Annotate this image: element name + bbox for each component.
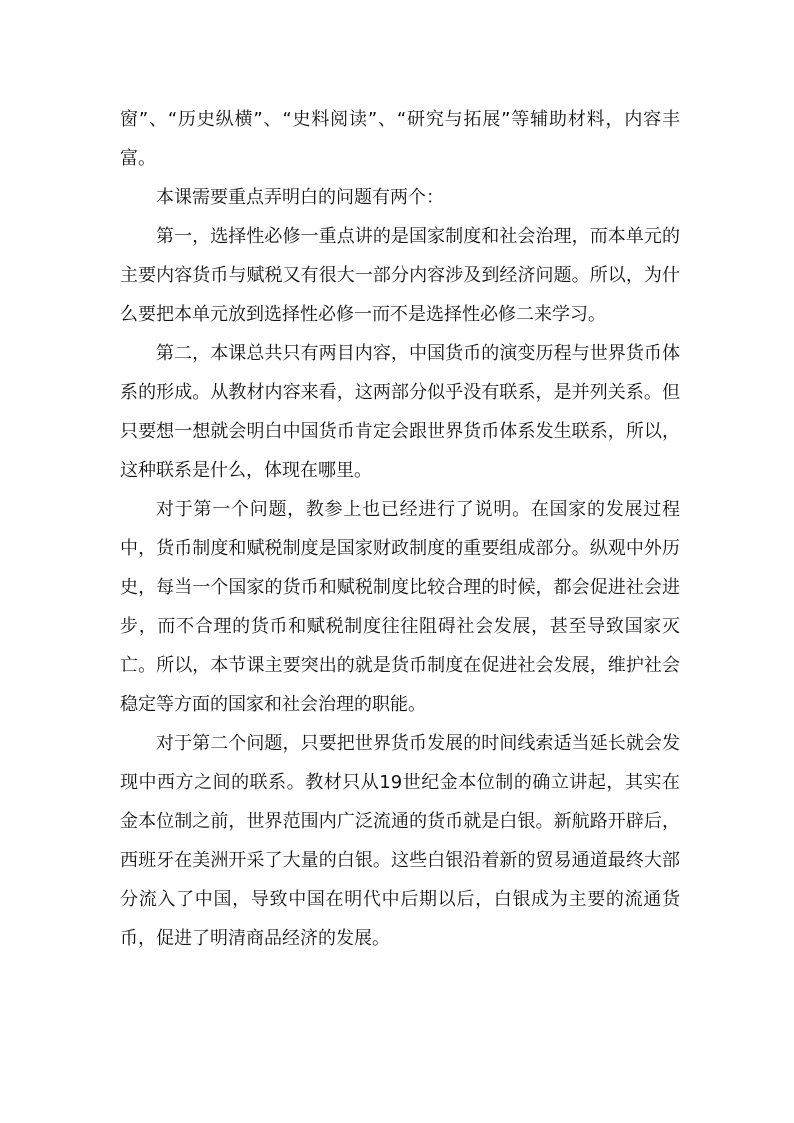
paragraph-first-answer: 对于第一个问题，教参上也已经进行了说明。在国家的发展过程中，货币制度和赋税制度是国家财政制度的重要组成部分。纵观中外历史，每当一个国家的货币和赋税制度比较合理的时候，都会促进社会进步，而不合理的货币和赋税制度往往阻碍社会发展，甚至导致国家灭亡。所以，本节课主要突出的就是货币制度在促进社会发展，维护社会稳定等方面的国家和社会治理的职能。 [120,499,680,715]
paragraph-second-question: 第二，本课总共只有两目内容，中国货币的演变历程与世界货币体系的形成。从教材内容来看，这两部分似乎没有联系，是并列关系。但只要想一想就会明白中国货币肯定会跟世界货币体系发生联系，所以，这种联系是什么，体现在哪里。 [120,343,680,481]
paragraph-continuation: 窗”、“历史纵横”、“史料阅读”、“研究与拓展”等辅助材料，内容丰富。 [120,109,680,169]
paragraph-key-questions-intro: 本课需要重点弄明白的问题有两个： [156,187,444,208]
paragraph-second-answer: 对于第二个问题，只要把世界货币发展的时间线索适当延长就会发现中西方之间的联系。教材只从19世纪金本位制的确立讲起，其实在金本位制之前，世界范围内广泛流通的货币就是白银。新航路开辟后，西班牙在美洲开采了大量的白银。这些白银沿着新的贸易通道最终大部分流入了中国，导致中国在明代中后期以后，白银成为主要的流通货币，促进了明清商品经济的发展。 [120,733,680,949]
paragraph-first-question: 第一，选择性必修一重点讲的是国家制度和社会治理，而本单元的主要内容货币与赋税又有很大一部分内容涉及到经济问题。所以，为什么要把本单元放到选择性必修一而不是选择性必修二来学习。 [120,226,680,325]
document-body [120,100,680,958]
